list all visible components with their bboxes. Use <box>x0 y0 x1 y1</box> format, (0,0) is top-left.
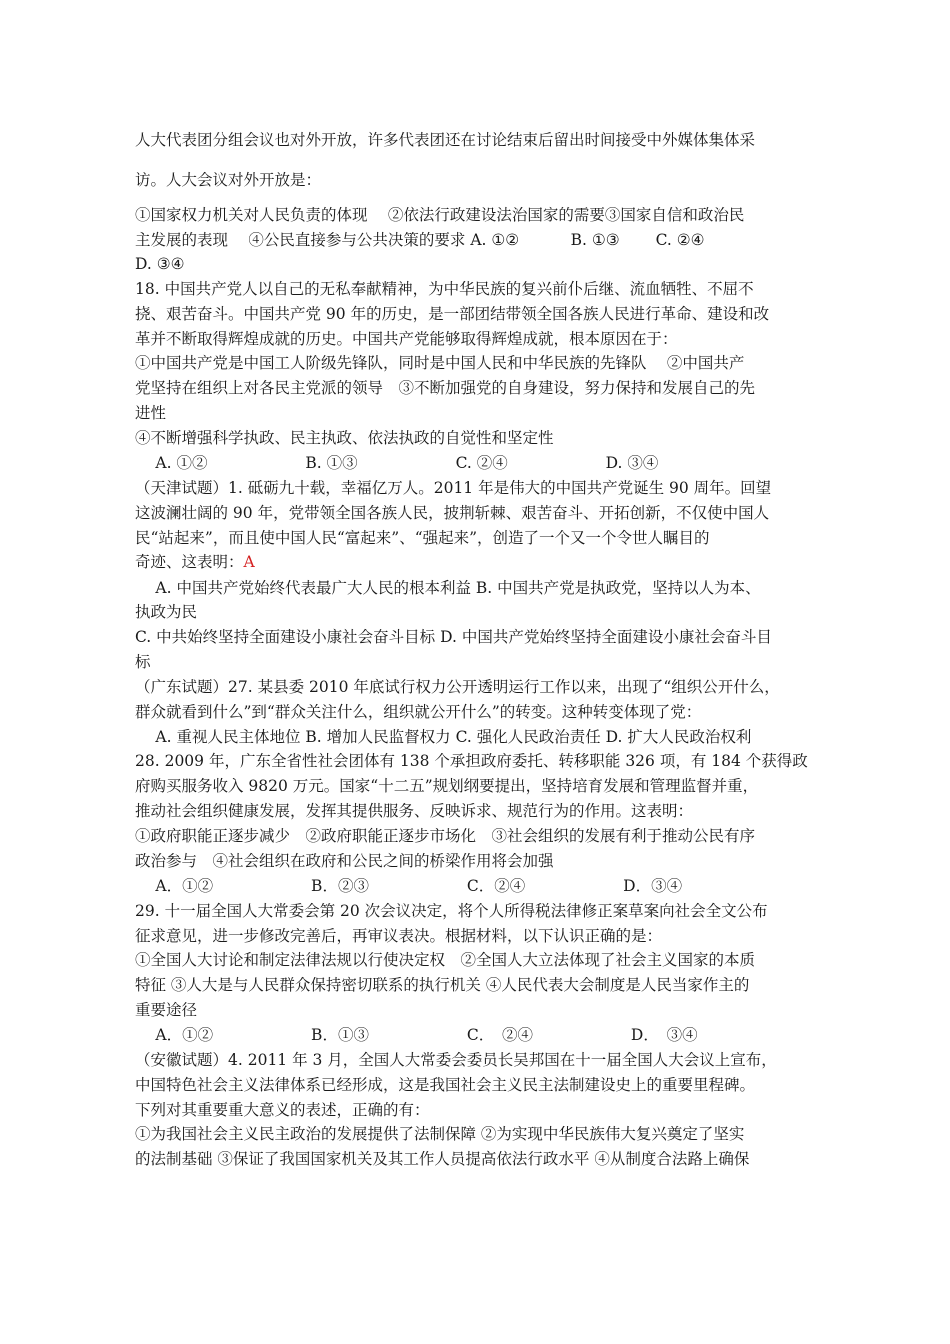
text-line: 标 <box>135 653 151 671</box>
text-line: ①为我国社会主义民主政治的发展提供了法制保障 ②为实现中华民族伟大复兴奠定了坚实 <box>135 1125 745 1143</box>
text-line: 推动社会组织健康发展，发挥其提供服务、反映诉求、规范行为的作用。这表明： <box>135 802 694 820</box>
text-line: 进性 <box>135 404 167 422</box>
text-line: 18. 中国共产党人以自己的无私奉献精神，为中华民族的复兴前仆后继、流血牺牲、不屈不 <box>135 280 754 298</box>
text-segment: 奇迹、这表明： <box>135 553 244 571</box>
text-line-with-answer <box>135 552 815 574</box>
text-line: 28. 2009 年，广东全省性社会团体有 138 个承担政府委托、转移职能 326 项，有 184 个获得政 <box>135 752 808 770</box>
text-line: 群众就看到什么”到“群众关注什么，组织就公开什么”的转变。这种转变体现了党： <box>135 703 702 721</box>
text-line: 主发展的表现 ④公民直接参与公共决策的要求 A. ①② B. ①③ C. ②④ <box>135 231 705 249</box>
text-line: ①中国共产党是中国工人阶级先锋队，同时是中国人民和中华民族的先锋队 ②中国共产 <box>135 354 745 372</box>
answer-mark: A <box>243 553 255 571</box>
text-line: 府购买服务收入 9820 万元。国家“十二五”规划纲要提出，坚持培育发展和管理监督并重， <box>135 777 759 795</box>
text-line: 29. 十一届全国人大常委会第 20 次会议决定，将个人所得税法律修正案草案向社会全文公布 <box>135 902 768 920</box>
text-line: 下列对其重要重大意义的表述，正确的有： <box>135 1101 430 1119</box>
text-line: 民“站起来”，而且使中国人民“富起来”、“强起来”，创造了一个又一个令世人瞩目的 <box>135 529 710 547</box>
text-line: 征求意见，进一步修改完善后，再审议表决。根据材料，以下认识正确的是： <box>135 927 663 945</box>
text-line: 挠、艰苦奋斗。中国共产党 90 年的历史，是一部团结带领全国各族人民进行革命、建设和改 <box>135 305 770 323</box>
text-line: 党坚持在组织上对各民主党派的领导 ③不断加强党的自身建设，努力保持和发展自己的先 <box>135 379 756 397</box>
text-line: 执政为民 <box>135 603 198 621</box>
text-line: ①政府职能正逐步减少 ②政府职能正逐步市场化 ③社会组织的发展有利于推动公民有序 <box>135 827 756 845</box>
text-line: C. 中共始终坚持全面建设小康社会奋斗目标 D. 中国共产党始终坚持全面建设小康社会奋斗目 <box>135 628 772 646</box>
text-line: 的法制基础 ③保证了我国国家机关及其工作人员提高依法行政水平 ④从制度合法路上确保 <box>135 1150 750 1168</box>
text-line: A. 重视人民主体地位 B. 增加人民监督权力 C. 强化人民政治责任 D. 扩大人民政治权利 <box>135 728 752 746</box>
text-line: （天津试题）1. 砥砺九十载，幸福亿万人。2011 年是伟大的中国共产党诞生 90 周年。回望 <box>135 479 772 497</box>
text-line: 革并不断取得辉煌成就的历史。中国共产党能够取得辉煌成就，根本原因在于： <box>135 330 678 348</box>
text-line: A．①② B．①③ C． ②④ D． ③④ <box>135 1026 698 1044</box>
text-line: 政治参与 ④社会组织在政府和公民之间的桥梁作用将会加强 <box>135 852 554 870</box>
text-line: 重要途径 <box>135 1001 198 1019</box>
text-line: A. 中国共产党始终代表最广大人民的根本利益 B. 中国共产党是执政党，坚持以人为本、 <box>135 579 761 597</box>
text-line: 特征 ③人大是与人民群众保持密切联系的执行机关 ④人民代表大会制度是人民当家作主的 <box>135 976 750 994</box>
text-line: ①国家权力机关对人民负责的体现 ②依法行政建设法治国家的需要③国家自信和政治民 <box>135 206 745 224</box>
text-line: 中国特色社会主义法律体系已经形成，这是我国社会主义民主法制建设史上的重要里程碑。 <box>135 1076 756 1094</box>
text-line: 访。人大会议对外开放是： <box>135 171 322 189</box>
text-line: 这波澜壮阔的 90 年，党带领全国各族人民，披荆斩棘、艰苦奋斗、开拓创新，不仅使中国人 <box>135 504 770 522</box>
text-line: （广东试题）27. 某县委 2010 年底试行权力公开透明运行工作以来，出现了“组织公开什么， <box>135 678 780 696</box>
text-line: A．①② B．②③ C．②④ D．③④ <box>135 877 683 895</box>
text-line: 人大代表团分组会议也对外开放，许多代表团还在讨论结束后留出时间接受中外媒体集体采 <box>135 131 756 149</box>
text-line: （安徽试题）4. 2011 年 3 月，全国人大常委会委员长吴邦国在十一届全国人大会议上宣布， <box>135 1051 777 1069</box>
text-line: D. ③④ <box>135 255 185 273</box>
text-line: A. ①② B. ①③ C. ②④ D. ③④ <box>135 454 659 472</box>
text-line: ①全国人大讨论和制定法律法规以行使决定权 ②全国人大立法体现了社会主义国家的本质 <box>135 951 756 969</box>
text-line: ④不断增强科学执政、民主执政、依法执政的自觉性和坚定性 <box>135 429 554 447</box>
